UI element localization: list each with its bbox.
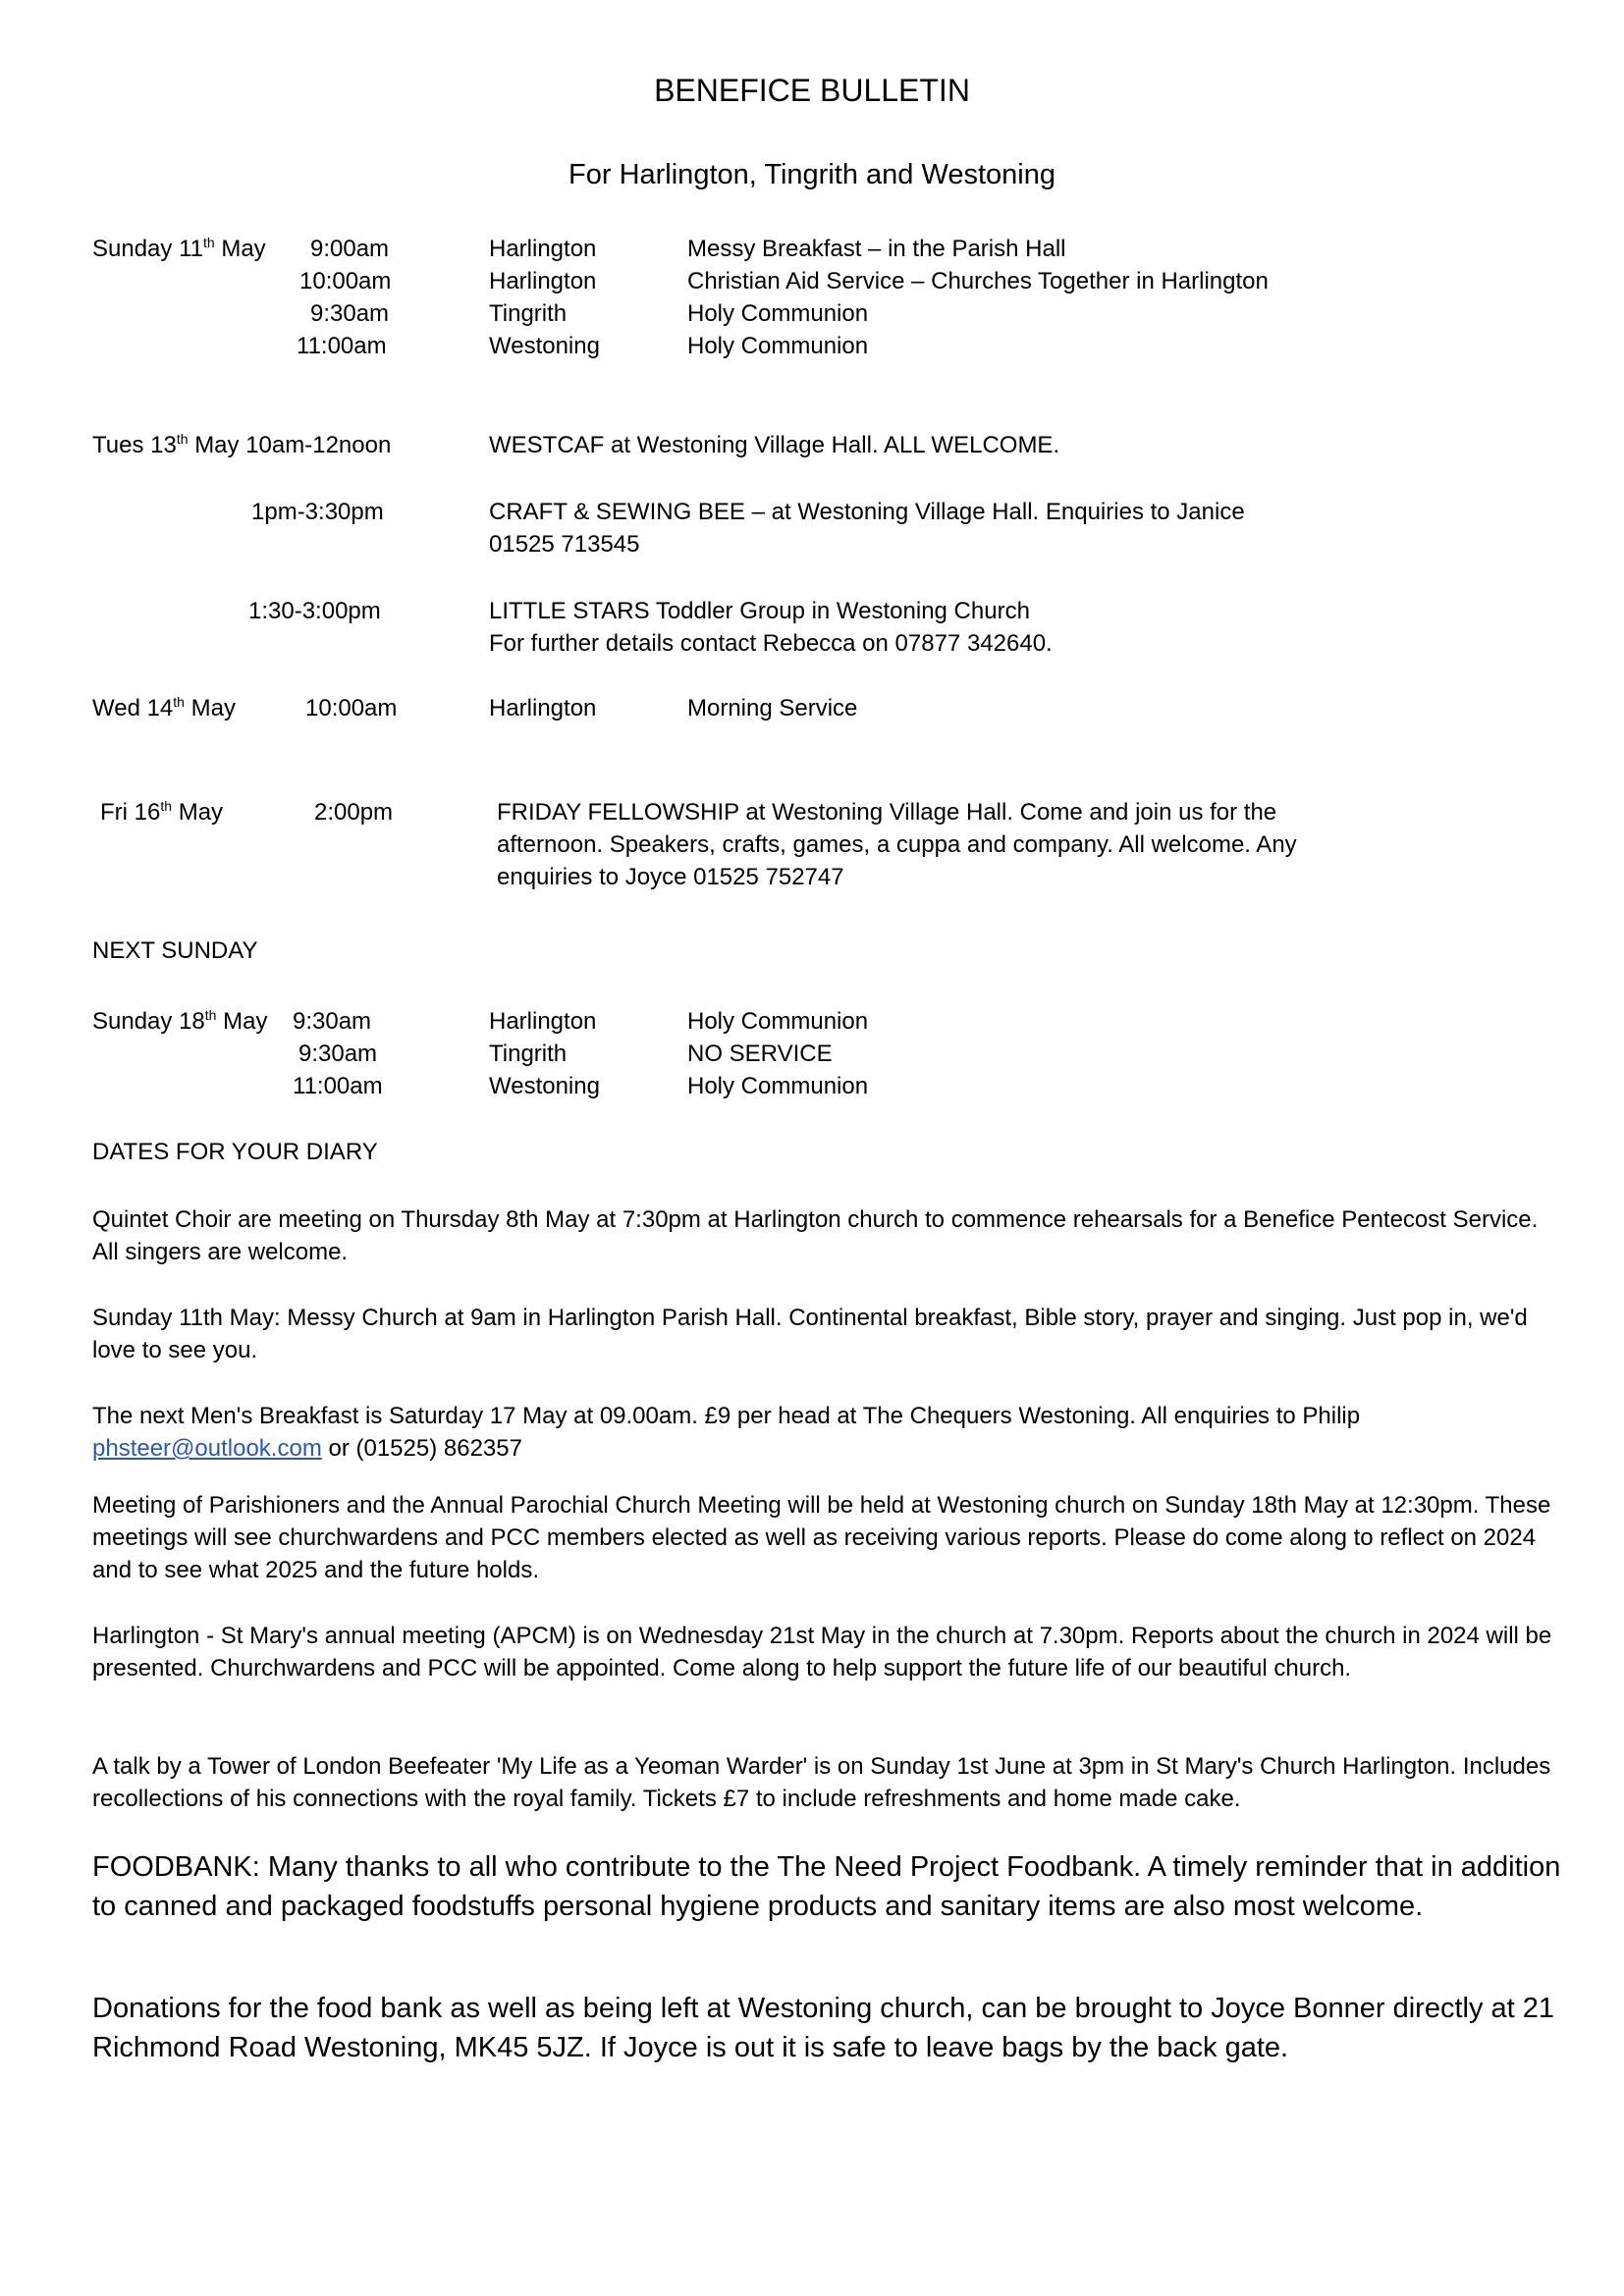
sunday18-time-3: 11:00am	[293, 1073, 383, 1099]
diary-messy-church: Sunday 11th May: Messy Church at 9am in Harlington Parish Hall. Continental breakfast, Bible story, prayer and singing. Just pop in, we'd love to see you.	[92, 1305, 1528, 1363]
craft-event: CRAFT & SEWING BEE – at Westoning Village Hall. Enquiries to Janice	[489, 499, 1245, 525]
wed14-time: 10:00am	[305, 695, 398, 721]
bulletin-title: BENEFICE BULLETIN	[654, 73, 970, 108]
sunday11-service-4: Holy Communion	[687, 333, 869, 359]
foodbank-donations: Donations for the food bank as well as being left at Westoning church, can be brought to Joyce Bonner directly at 21 Richmond Road Westoning, MK45 5JZ. If Joyce is out it is safe to leave bags by the back gate.	[92, 1993, 1555, 2063]
email-link[interactable]: phsteer@outlook.com	[92, 1435, 322, 1462]
sunday18-place-2: Tingrith	[489, 1041, 568, 1067]
stars-time: 1:30-3:00pm	[248, 598, 381, 624]
diary-heading: DATES FOR YOUR DIARY	[92, 1139, 378, 1165]
sunday18-time-2: 9:30am	[298, 1041, 378, 1067]
tues13-date: Tues 13th May 10am-12noon	[92, 431, 392, 458]
stars-contact: For further details contact Rebecca on 07877 342640.	[489, 630, 1053, 657]
foodbank-thanks: FOODBANK: Many thanks to all who contribute to the The Need Project Foodbank. A timely reminder that in addition to canned and packaged foodstuffs personal hygiene products and sanitary items are also most welcome.	[92, 1851, 1561, 1922]
sunday11-time-2: 10:00am	[299, 268, 392, 294]
wed14-place: Harlington	[489, 695, 597, 721]
westcaf-event: WESTCAF at Westoning Village Hall. ALL WELCOME.	[489, 432, 1060, 458]
craft-time: 1pm-3:30pm	[251, 499, 384, 525]
sunday11-time-4: 11:00am	[297, 333, 387, 359]
sunday18-service-2: NO SERVICE	[687, 1041, 833, 1067]
sunday18-date: Sunday 18th May	[92, 1007, 268, 1035]
fellowship-event: FRIDAY FELLOWSHIP at Westoning Village Hall. Come and join us for the	[497, 799, 1277, 826]
diary-beefeater: A talk by a Tower of London Beefeater 'My Life as a Yeoman Warder' is on Sunday 1st June at 3pm in St Mary's Church Harlington. Includes recollections of his connections with the royal family. Tickets £7 to include refreshments and home made cake.	[92, 1753, 1551, 1812]
diary-apcm: Meeting of Parishioners and the Annual Parochial Church Meeting will be held at Westoning church on Sunday 18th May at 12:30pm. These meetings will see churchwardens and PCC members elected as well as receiving various reports. Please do come along to reflect on 2024 and to see what 2025 and the future holds.	[92, 1492, 1551, 1583]
diary-st-marys: Harlington - St Mary's annual meeting (APCM) is on Wednesday 21st May in the church at 7.30pm. Reports about the church in 2024 will be presented. Churchwardens and PCC will be appointed. Come along to help support the future life of our beautiful church.	[92, 1623, 1552, 1682]
sunday11-time-3: 9:30am	[310, 300, 390, 327]
sunday18-place-1: Harlington	[489, 1008, 597, 1035]
fri16-date: Fri 16th May	[100, 798, 224, 826]
fri16-time: 2:00pm	[314, 799, 394, 826]
diary-choir: Quintet Choir are meeting on Thursday 8th May at 7:30pm at Harlington church to commence rehearsals for a Benefice Pentecost Service. All singers are welcome.	[92, 1206, 1539, 1265]
wed14-service: Morning Service	[687, 695, 858, 721]
diary-mens-breakfast: The next Men's Breakfast is Saturday 17 May at 09.00am. £9 per head at The Chequers Westoning. All enquiries to Philip phsteer@outlook.com or (01525) 862357	[92, 1403, 1361, 1462]
sunday18-service-1: Holy Communion	[687, 1008, 869, 1035]
sunday11-place-3: Tingrith	[489, 300, 568, 327]
sunday11-service-2: Christian Aid Service – Churches Together in Harlington	[687, 268, 1269, 294]
sunday11-place-2: Harlington	[489, 268, 597, 294]
fellowship-line-2: afternoon. Speakers, crafts, games, a cuppa and company. All welcome. Any	[497, 831, 1297, 858]
bulletin-subtitle: For Harlington, Tingrith and Westoning	[568, 159, 1056, 190]
sunday11-date: Sunday 11th May	[92, 235, 266, 262]
next-sunday-heading: NEXT SUNDAY	[92, 937, 258, 964]
sunday11-service-1: Messy Breakfast – in the Parish Hall	[687, 236, 1066, 262]
sunday11-service-3: Holy Communion	[687, 300, 869, 327]
sunday18-place-3: Westoning	[489, 1073, 600, 1099]
sunday11-place-1: Harlington	[489, 236, 597, 262]
sunday11-time-1: 9:00am	[310, 236, 390, 262]
sunday18-service-3: Holy Communion	[687, 1073, 869, 1099]
wed14-date: Wed 14th May	[92, 694, 236, 721]
craft-phone: 01525 713545	[489, 531, 640, 558]
fellowship-line-3: enquiries to Joyce 01525 752747	[497, 864, 844, 890]
sunday11-place-4: Westoning	[489, 333, 600, 359]
sunday18-time-1: 9:30am	[293, 1008, 372, 1035]
stars-event: LITTLE STARS Toddler Group in Westoning Church	[489, 598, 1030, 624]
